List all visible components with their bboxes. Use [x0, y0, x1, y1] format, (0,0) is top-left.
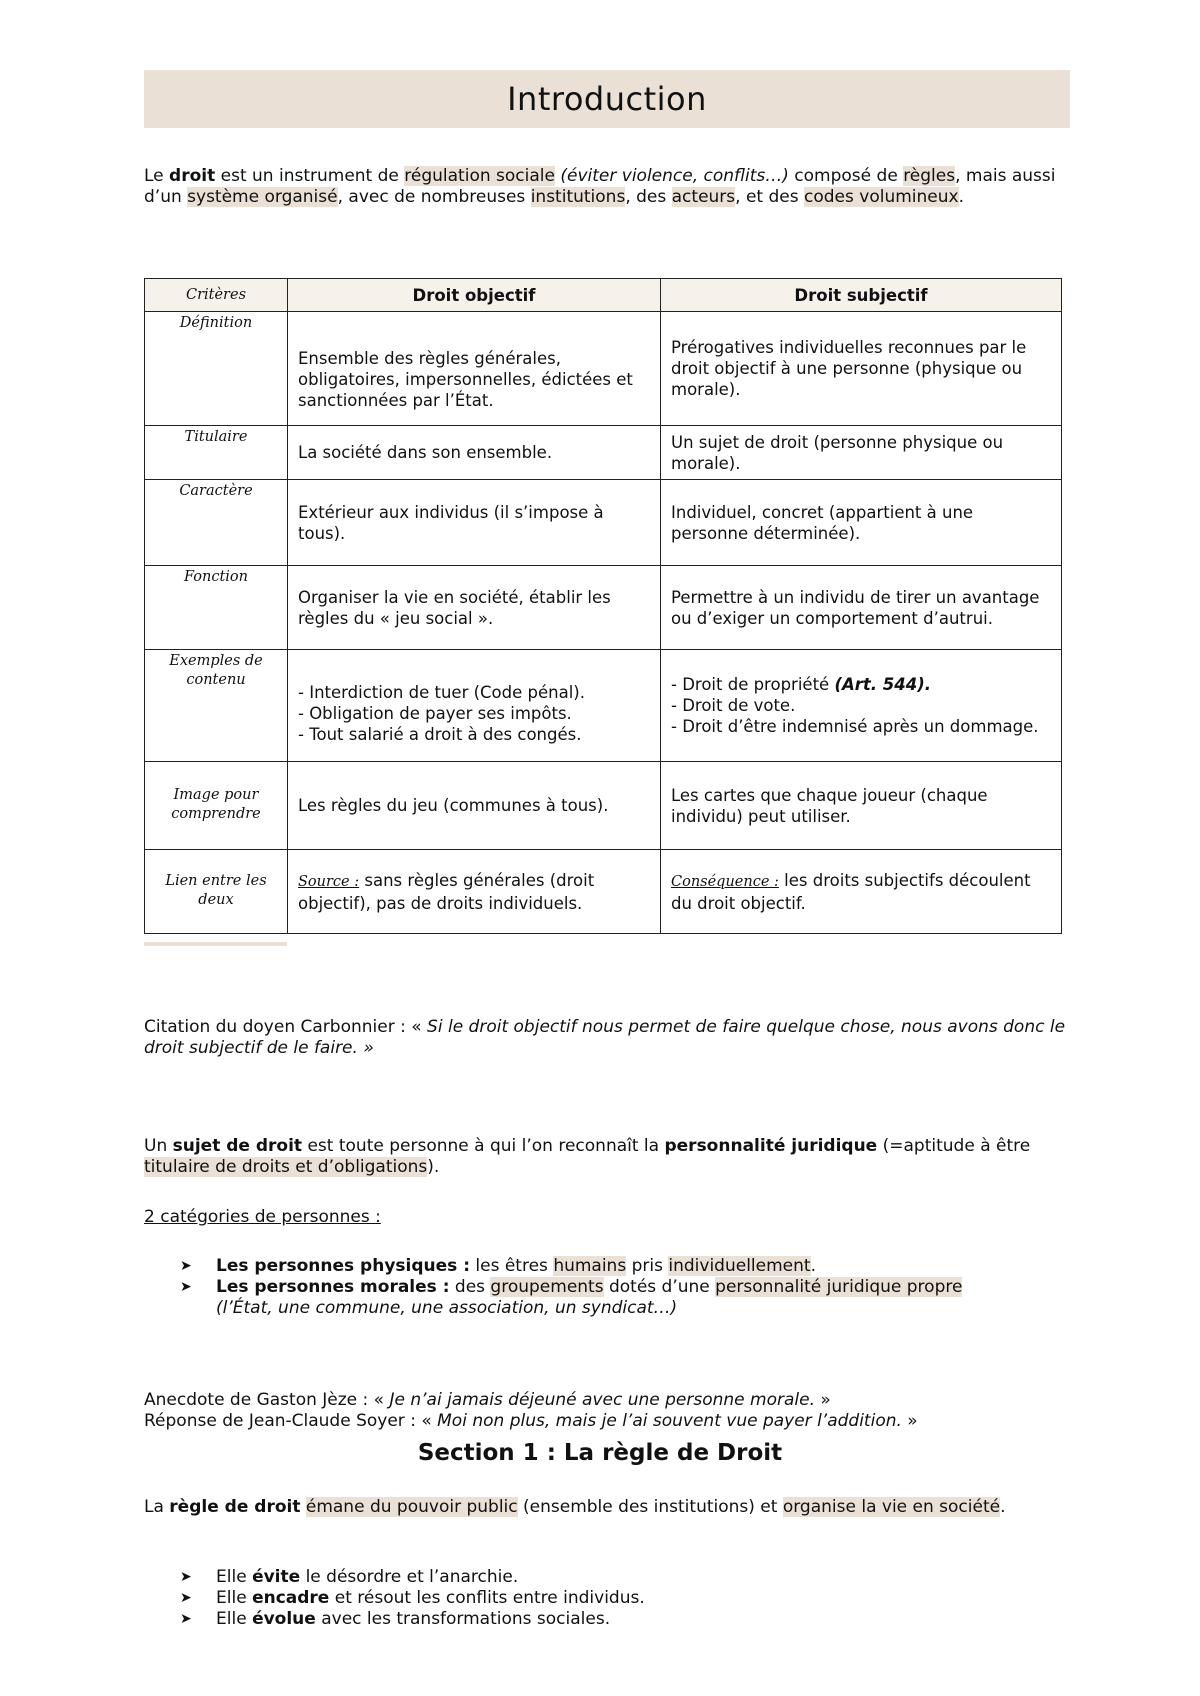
criterion-cell: Caractère	[145, 480, 288, 566]
text: .	[958, 187, 964, 207]
subjectif-cell: Permettre à un individu de tirer un avantage ou d’exiger un comportement d’autrui.	[661, 566, 1062, 650]
objectif-cell	[288, 650, 661, 762]
highlight: groupements	[490, 1277, 604, 1297]
article-ref: (Art. 544).	[834, 675, 932, 694]
italic-text: (l’État, une commune, une association, un syndicat…)	[216, 1298, 678, 1318]
criterion-cell: Image pour comprendre	[145, 762, 288, 850]
comparison-table	[144, 278, 1062, 934]
source-label: Source :	[298, 873, 360, 890]
text: est un instrument de	[215, 166, 405, 186]
text: les droits subjectifs découlent du droit objectif.	[671, 870, 1031, 913]
objectif-cell: Les règles du jeu (communes à tous).	[288, 762, 661, 850]
criterion-cell: Titulaire	[145, 426, 288, 480]
highlight: institutions	[530, 187, 626, 207]
highlight: titulaire de droits et d’obligations	[144, 1157, 428, 1177]
text: Le	[144, 166, 170, 186]
text: Elle	[216, 1567, 253, 1587]
list-item	[180, 1277, 1060, 1319]
table-row	[145, 426, 1062, 480]
citation-paragraph	[144, 1017, 1069, 1059]
text: sans règles générales (droit objectif), pas de droits individuels.	[298, 870, 595, 913]
anecdote-paragraph	[144, 1390, 1064, 1432]
table-row	[145, 850, 1062, 934]
bold-term: sujet de droit	[172, 1136, 303, 1156]
header-droit-subjectif: Droit subjectif	[661, 279, 1062, 312]
highlight: règles	[903, 166, 956, 186]
example-line: - Droit de vote.	[671, 696, 796, 715]
highlight: codes volumineux	[804, 187, 959, 207]
bold-term: règle de droit	[169, 1497, 301, 1517]
text: , et des	[735, 187, 805, 207]
text: composé de	[788, 166, 904, 186]
table-row	[145, 762, 1062, 850]
text: des	[449, 1277, 491, 1297]
categories-heading: 2 catégories de personnes :	[144, 1207, 381, 1227]
highlight: émane du pouvoir public	[305, 1497, 518, 1517]
text: Elle	[216, 1588, 253, 1608]
text: .	[810, 1256, 816, 1276]
objectif-cell: Ensemble des règles générales, obligatoires, impersonnelles, édictées et sanctionnées par l’État.	[288, 312, 661, 426]
text: Anecdote de Gaston Jèze : «	[144, 1390, 390, 1410]
bold-term: évolue	[252, 1609, 316, 1629]
objectif-cell	[288, 850, 661, 934]
highlight: acteurs	[671, 187, 736, 207]
text: , avec de nombreuses	[337, 187, 531, 207]
highlight: humains	[553, 1256, 627, 1276]
text: , mais aussi d’un	[144, 166, 1056, 207]
text: La	[144, 1497, 170, 1517]
arrow-bullet-icon: ➤	[180, 1258, 192, 1274]
criterion-cell: Fonction	[145, 566, 288, 650]
arrow-bullet-icon: ➤	[180, 1611, 192, 1627]
page-title: Introduction	[507, 80, 707, 118]
table-shading	[144, 942, 287, 946]
arrow-bullet-icon: ➤	[180, 1569, 192, 1585]
text: - Droit de propriété	[671, 675, 835, 694]
consequence-label: Conséquence :	[671, 873, 779, 890]
objectif-cell: Extérieur aux individus (il s’impose à tous).	[288, 480, 661, 566]
text: »	[815, 1390, 831, 1410]
subjectif-cell: Un sujet de droit (personne physique ou morale).	[661, 426, 1062, 480]
table-row	[145, 480, 1062, 566]
text: , des	[625, 187, 672, 207]
intro-paragraph	[144, 166, 1064, 208]
list-item	[180, 1256, 1060, 1277]
highlight: organise la vie en société	[782, 1497, 1001, 1517]
text: »	[357, 1038, 374, 1058]
text: Réponse de Jean-Claude Soyer : «	[144, 1411, 438, 1431]
text: ).	[427, 1157, 440, 1177]
text: est toute personne à qui l’on reconnaît la	[302, 1136, 665, 1156]
table-header-row	[145, 279, 1062, 312]
quote: Moi non plus, mais je l’ai souvent vue payer l’addition.	[437, 1411, 902, 1431]
text: (=aptitude à être	[877, 1136, 1031, 1156]
subjectif-cell: Les cartes que chaque joueur (chaque individu) peut utiliser.	[661, 762, 1062, 850]
text: Un	[144, 1136, 173, 1156]
objectif-cell: La société dans son ensemble.	[288, 426, 661, 480]
example-line: - Droit d’être indemnisé après un dommage.	[671, 717, 1039, 736]
text: les êtres	[470, 1256, 554, 1276]
text: et résout les conflits entre individus.	[329, 1588, 645, 1608]
table-row	[145, 650, 1062, 762]
objectif-cell: Organiser la vie en société, établir les règles du « jeu social ».	[288, 566, 661, 650]
header-droit-objectif: Droit objectif	[288, 279, 661, 312]
text: dotés d’une	[603, 1277, 716, 1297]
subjectif-cell: Individuel, concret (appartient à une personne déterminée).	[661, 480, 1062, 566]
arrow-bullet-icon: ➤	[180, 1279, 192, 1295]
example-line: - Obligation de payer ses impôts.	[298, 703, 572, 723]
section-list	[180, 1567, 1060, 1630]
section-title: Section 1 : La règle de Droit	[417, 1440, 783, 1466]
list-item	[180, 1588, 1060, 1609]
example-line	[671, 674, 1051, 695]
subjectif-cell	[661, 850, 1062, 934]
bold-term: Les personnes morales :	[216, 1277, 450, 1297]
text: pris	[626, 1256, 669, 1276]
quote: Si le droit objectif nous permet de faire quelque chose, nous avons donc le droit subjectif de le faire.	[144, 1017, 1066, 1058]
text: le désordre et l’anarchie.	[300, 1567, 519, 1587]
highlight: système organisé	[187, 187, 338, 207]
highlight: régulation sociale	[404, 166, 555, 186]
criterion-cell: Définition	[145, 312, 288, 426]
categories-list	[180, 1256, 1060, 1319]
bold-term: Les personnes physiques :	[216, 1256, 470, 1276]
highlight: personnalité juridique propre	[715, 1277, 963, 1297]
example-line: - Interdiction de tuer (Code pénal).	[298, 682, 585, 702]
text: .	[1000, 1497, 1006, 1517]
italic-text: (éviter violence, conflits…)	[560, 166, 789, 186]
header-criteres: Critères	[145, 279, 288, 312]
text: (ensemble des institutions) et	[517, 1497, 783, 1517]
text: avec les transformations sociales.	[315, 1609, 611, 1629]
sujet-paragraph	[144, 1136, 1064, 1178]
criterion-cell: Lien entre les deux	[145, 850, 288, 934]
example-line: - Tout salarié a droit à des congés.	[298, 724, 582, 744]
text: Elle	[216, 1609, 253, 1629]
subjectif-cell	[661, 650, 1062, 762]
arrow-bullet-icon: ➤	[180, 1590, 192, 1606]
table-row	[145, 312, 1062, 426]
highlight: individuellement	[668, 1256, 811, 1276]
text: »	[901, 1411, 918, 1431]
subjectif-cell: Prérogatives individuelles reconnues par le droit objectif à une personne (physique ou morale).	[661, 312, 1062, 426]
bold-term: droit	[169, 166, 216, 186]
bold-term: encadre	[252, 1588, 330, 1608]
list-item	[180, 1567, 1060, 1588]
list-item	[180, 1609, 1060, 1630]
criterion-cell: Exemples de contenu	[145, 650, 288, 762]
bold-term: personnalité juridique	[664, 1136, 878, 1156]
title-banner	[144, 70, 1070, 128]
section-paragraph	[144, 1497, 1064, 1518]
table-row	[145, 566, 1062, 650]
quote: Je n’ai jamais déjeuné avec une personne morale.	[389, 1390, 815, 1410]
text: Citation du doyen Carbonnier : «	[144, 1017, 428, 1037]
bold-term: évite	[252, 1567, 301, 1587]
